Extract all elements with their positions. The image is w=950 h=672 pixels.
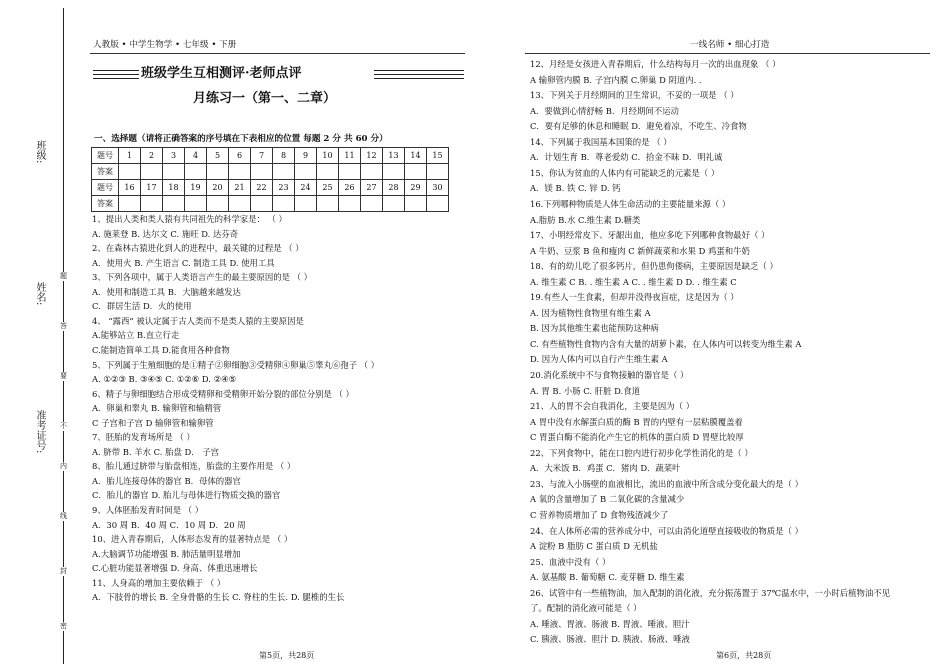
question-line: D. 因为人体内可以自行产生维生素 A <box>530 354 668 365</box>
question-line: 7、胚胎的发育场所是 （ ） <box>92 432 195 443</box>
header-rule-left <box>90 53 465 54</box>
question-line: 了。配制的消化液可能是（ ） <box>530 603 642 614</box>
exam-title: 班级学生互相测评·老师点评 <box>141 66 302 81</box>
title-rule-right-1 <box>374 70 464 71</box>
question-number-cell: 24 <box>295 180 317 196</box>
answer-cell[interactable] <box>339 196 361 212</box>
answer-cell[interactable] <box>273 196 295 212</box>
question-line: C．群居生活 D．火的使用 <box>92 301 192 312</box>
question-number-cell: 7 <box>251 148 273 164</box>
question-line: 14、下列属于我国基本国策的是 （ ） <box>530 136 672 147</box>
table-row-numbers-a <box>92 148 449 164</box>
question-line: A．下肢骨的增长 B. 全身骨骼的生长 C. 脊柱的生长. D. 腿椎的生长 <box>92 592 345 603</box>
question-number-cell: 15 <box>427 148 449 164</box>
answer-cell[interactable] <box>295 164 317 180</box>
question-line: A. 氨基酸 B. 葡萄糖 C. 麦芽糖 D. 维生素 <box>530 572 685 583</box>
question-line: A.能够站立 B.直立行走 <box>92 330 180 341</box>
question-line: C.心脏功能显著增强 D. 身高、体重迅速增长 <box>92 563 258 574</box>
question-line: 6、精子与卵细胞结合形成受精卵和受精卵开始分裂的部位分别是 （ ） <box>92 388 354 399</box>
answer-cell[interactable] <box>405 164 427 180</box>
question-number-cell: 28 <box>383 180 405 196</box>
question-line: 20.消化系统中不与食物接触的器官是（ ） <box>530 370 689 380</box>
answer-cell[interactable] <box>317 196 339 212</box>
answer-cell[interactable] <box>229 164 251 180</box>
question-number-cell: 25 <box>317 180 339 196</box>
table-row-answers-a <box>92 164 449 180</box>
question-line: 22、下列食物中，能在口腔内进行初步化学性消化的是（ ） <box>530 447 753 458</box>
question-number-cell: 21 <box>229 180 251 196</box>
answer-cell[interactable] <box>339 164 361 180</box>
table-label-numbers: 题号 <box>92 180 119 196</box>
binding-notice-char: 密 <box>60 622 67 630</box>
header-rule-right <box>525 53 930 54</box>
answer-cell[interactable] <box>185 196 207 212</box>
question-number-cell: 23 <box>273 180 295 196</box>
question-number-cell: 5 <box>207 148 229 164</box>
question-line: A. ①②③ B. ③④⑤ C. ①②⑥ D. ②④⑤ <box>92 374 237 385</box>
question-number-cell: 14 <box>405 148 427 164</box>
question-line: A 氧的含量增加了 B 二氧化碳的含量减少 <box>530 494 685 505</box>
binding-notice-char: 要 <box>60 372 67 380</box>
question-line: C. 有些植物性食物内含有大量的胡萝卜素，在人体内可以转变为维生素 A <box>530 338 802 349</box>
answer-cell[interactable] <box>361 196 383 212</box>
question-line: C 营养物质增加了 D 食物残渣减少了 <box>530 509 669 520</box>
answer-cell[interactable] <box>141 196 163 212</box>
question-line: A．使用和制造工具 B．大脑越来越发达 <box>92 286 241 297</box>
title-rule-left-1 <box>93 70 139 71</box>
question-line: 26、试管中有一些植物油，加入配制的消化液，充分振荡置于 37℃温水中，一小时后植物油不见 <box>530 587 890 598</box>
question-line: A．大米饭 B．鸡蛋 C．猪肉 D．蔬菜叶 <box>530 463 681 474</box>
section-heading: 一、选择题（请将正确答案的序号填在下表相应的位置 每题 2 分 共 60 分） <box>94 134 388 144</box>
question-line: 10、进入青春期后，人体形态发育的显著特点是 （ ） <box>92 534 293 545</box>
answer-cell[interactable] <box>163 196 185 212</box>
answer-cell[interactable] <box>163 164 185 180</box>
question-line: A．使用火 B. 产生语言 C. 制造工具 D. 使用工具 <box>92 257 275 268</box>
question-line: 13、下列关于月经期间的卫生常识，不妥的一项是 （ ） <box>530 90 739 101</box>
question-line: A 淀粉 B 脂肪 C 蛋白质 D 无机盐 <box>530 541 658 552</box>
question-line: 18、有的幼儿吃了很多钙片，但仍患佝偻病，主要原因是缺乏（ ） <box>530 261 778 272</box>
question-line: A. 脐带 B. 羊水 C. 胎盘 D． 子宫 <box>92 446 220 457</box>
question-number-cell: 26 <box>339 180 361 196</box>
answer-cell[interactable] <box>141 164 163 180</box>
answer-cell[interactable] <box>251 196 273 212</box>
answer-cell[interactable] <box>383 196 405 212</box>
question-line: A．胎儿连接母体的器官 B．母体的器官 <box>92 475 241 486</box>
question-line: C. 胰液、肠液、胆汁 D. 胰液、肠液、唾液 <box>530 634 690 645</box>
question-line: 23、与流入小肠壁的血液相比，流出的血液中所含成分变化最大的是（ ） <box>530 478 803 489</box>
question-line: C 胃蛋白酶不能消化产生它的机体的蛋白质 D 胃壁比较厚 <box>530 432 744 443</box>
answer-cell[interactable] <box>383 164 405 180</box>
question-line: 16.下列哪种物质是人体生命活动的主要能量来源（ ） <box>530 198 731 209</box>
question-line: 12、月经是女孩进入青春期后，什么结构每月一次的出血现象 （ ） <box>530 59 781 69</box>
question-number-cell: 4 <box>185 148 207 164</box>
question-line: A 牛奶、豆浆 B 鱼和瘦肉 C 新鲜蔬菜和水果 D 鸡蛋和牛奶 <box>530 245 750 256</box>
title-rule-right-3 <box>374 78 464 79</box>
question-line: 1、提出人类和类人猿有共同祖先的科学家是： （ ） <box>92 214 287 224</box>
question-number-cell: 3 <box>163 148 185 164</box>
question-line: C．胎儿的器官 D. 胎儿与母体进行物质交换的器官 <box>92 490 281 501</box>
header-left: 人教版 • 中学生物学 • 七年级 • 下册 <box>93 40 237 50</box>
question-line: 19.有些人一生食素，但却并没得夜盲症，这是因为（ ） <box>530 292 739 303</box>
question-line: A. 胃 B. 小肠 C. 肝脏 D.食道 <box>530 385 640 396</box>
question-number-cell: 1 <box>119 148 141 164</box>
question-line: 25、血液中没有（ ） <box>530 556 611 567</box>
binding-line <box>63 8 64 664</box>
answer-cell[interactable] <box>317 164 339 180</box>
question-number-cell: 16 <box>119 180 141 196</box>
binding-notice-char: 题 <box>60 272 67 280</box>
name-label: 姓名: <box>34 282 45 306</box>
question-number-cell: 17 <box>141 180 163 196</box>
answer-cell[interactable] <box>207 164 229 180</box>
answer-cell[interactable] <box>207 196 229 212</box>
answer-cell[interactable] <box>273 164 295 180</box>
binding-notice-char: 答 <box>60 322 67 330</box>
page-footer-right: 第6页，共28页 <box>716 651 772 660</box>
question-line: 11、人身高的增加主要依赖于 （ ） <box>92 577 226 588</box>
binding-notice-char: 不 <box>60 422 67 430</box>
question-number-cell: 27 <box>361 180 383 196</box>
table-row-numbers-b <box>92 180 449 196</box>
question-line: 8、胎儿通过脐带与胎盘相连，胎盘的主要作用是 （ ） <box>92 461 296 472</box>
title-rule-right-2 <box>374 74 464 75</box>
question-number-cell: 2 <box>141 148 163 164</box>
answer-cell[interactable] <box>405 196 427 212</box>
question-line: 2、在森林古猿进化到人的进程中，最关键的过程是 （ ） <box>92 243 304 254</box>
answer-table <box>91 147 449 212</box>
table-label-numbers: 题号 <box>92 148 119 164</box>
question-line: A. 施莱登 B. 达尔文 C. 施旺 D. 达芬奇 <box>92 228 239 239</box>
question-line: A．要做到心情舒畅 B．月经期间不运动 <box>530 105 679 116</box>
title-rule-left-2 <box>93 74 139 75</box>
question-number-cell: 9 <box>295 148 317 164</box>
question-line: 21、人的胃不会自我消化，主要是因为（ ） <box>530 401 695 412</box>
page-footer-left: 第5页，共28页 <box>259 651 315 660</box>
question-line: A 胃中没有水解蛋白质的酶 B 胃的内壁有一层粘膜覆盖着 <box>530 416 743 427</box>
question-line: A．卵巢和睾丸 B. 输卵管和输精管 <box>92 403 222 414</box>
table-label-answers: 答案 <box>92 164 119 180</box>
question-line: C．要有足够的休息和睡眠 D．避免着凉，不吃生、冷食物 <box>530 121 747 132</box>
question-line: 5、下列属于生殖细胞的是①精子②卵细胞③受精卵④卵巢⑤睾丸⑥孢子 （ ） <box>92 359 380 370</box>
question-number-cell: 11 <box>339 148 361 164</box>
question-number-cell: 10 <box>317 148 339 164</box>
question-line: 3、下列各项中，属于人类语言产生的最主要原因的是 （ ） <box>92 272 313 283</box>
exam-subtitle: 月练习一（第一、二章） <box>193 91 337 106</box>
question-number-cell: 19 <box>185 180 207 196</box>
question-number-cell: 6 <box>229 148 251 164</box>
table-row-answers-b <box>92 196 449 212</box>
answer-cell[interactable] <box>229 196 251 212</box>
question-number-cell: 20 <box>207 180 229 196</box>
question-line: A.脂肪 B.水 C.维生素 D.糖类 <box>530 214 641 225</box>
binding-notice-char: 内 <box>60 462 67 470</box>
table-label-answers: 答案 <box>92 196 119 212</box>
answer-cell[interactable] <box>119 164 141 180</box>
question-line: 17、小明经常皮下、牙龈出血，他应多吃下列哪种食物最好（ ） <box>530 230 770 241</box>
question-line: A. 因为植物性食物里有维生素 A <box>530 307 651 318</box>
question-line: A．计划生育 B．尊老爱幼 C．拾金不昧 D．明礼诚 <box>530 152 723 163</box>
question-line: C.能制造简单工具 D.能食用各种食物 <box>92 344 230 355</box>
question-line: A. 唾液、胃液、肠液 B. 胃液、唾液、胆汁 <box>530 618 690 629</box>
question-line: A 输卵管内膜 B. 子宫内膜 C.卵巢 D 阴道内. . <box>530 74 702 85</box>
question-line: A．30 周 B．40 周 C．10 周 D．20 周 <box>92 519 246 530</box>
question-line: B. 因为其他维生素也能预防这种病 <box>530 323 659 334</box>
binding-notice-char: 封 <box>60 567 67 575</box>
class-label: 班级: <box>34 140 45 164</box>
question-line: 15、你认为贫血的人体内有可能缺乏的元素是（ ） <box>530 167 720 178</box>
question-number-cell: 29 <box>405 180 427 196</box>
question-number-cell: 18 <box>163 180 185 196</box>
binding-notice-char: 线 <box>60 512 67 520</box>
question-line: A. 维生素 C B. . 维生素 A C. . 维生素 D D. . 维生素 C <box>530 276 737 287</box>
question-number-cell: 13 <box>383 148 405 164</box>
answer-cell[interactable] <box>361 164 383 180</box>
answer-cell[interactable] <box>119 196 141 212</box>
question-line: 9、人体胚胎发育时间是 （ ） <box>92 505 204 515</box>
answer-cell[interactable] <box>251 164 273 180</box>
question-number-cell: 8 <box>273 148 295 164</box>
answer-cell[interactable] <box>295 196 317 212</box>
question-line: C 子宫和子宫 D 输卵管和输卵管 <box>92 417 214 428</box>
question-line: A．镁 B. 铁 C. 锌 D. 钙 <box>530 183 621 194</box>
id-label: 准考证号: <box>34 410 45 454</box>
question-line: 24、在人体所必需的营养成分中，可以由消化道壁直接吸收的物质是（ ） <box>530 525 803 536</box>
question-number-cell: 22 <box>251 180 273 196</box>
question-number-cell: 30 <box>427 180 449 196</box>
answer-cell[interactable] <box>427 196 449 212</box>
answer-cell[interactable] <box>185 164 207 180</box>
question-line: 4、 “露西” 被认定属于古人类而不是类人猿的主要原因是 <box>92 315 304 326</box>
title-rule-left-3 <box>93 78 139 79</box>
answer-cell[interactable] <box>427 164 449 180</box>
question-line: A.大脑调节功能增强 B. 肺活量明显增加 <box>92 548 241 559</box>
header-right: 一线名师 • 细心打造 <box>690 40 770 50</box>
question-number-cell: 12 <box>361 148 383 164</box>
